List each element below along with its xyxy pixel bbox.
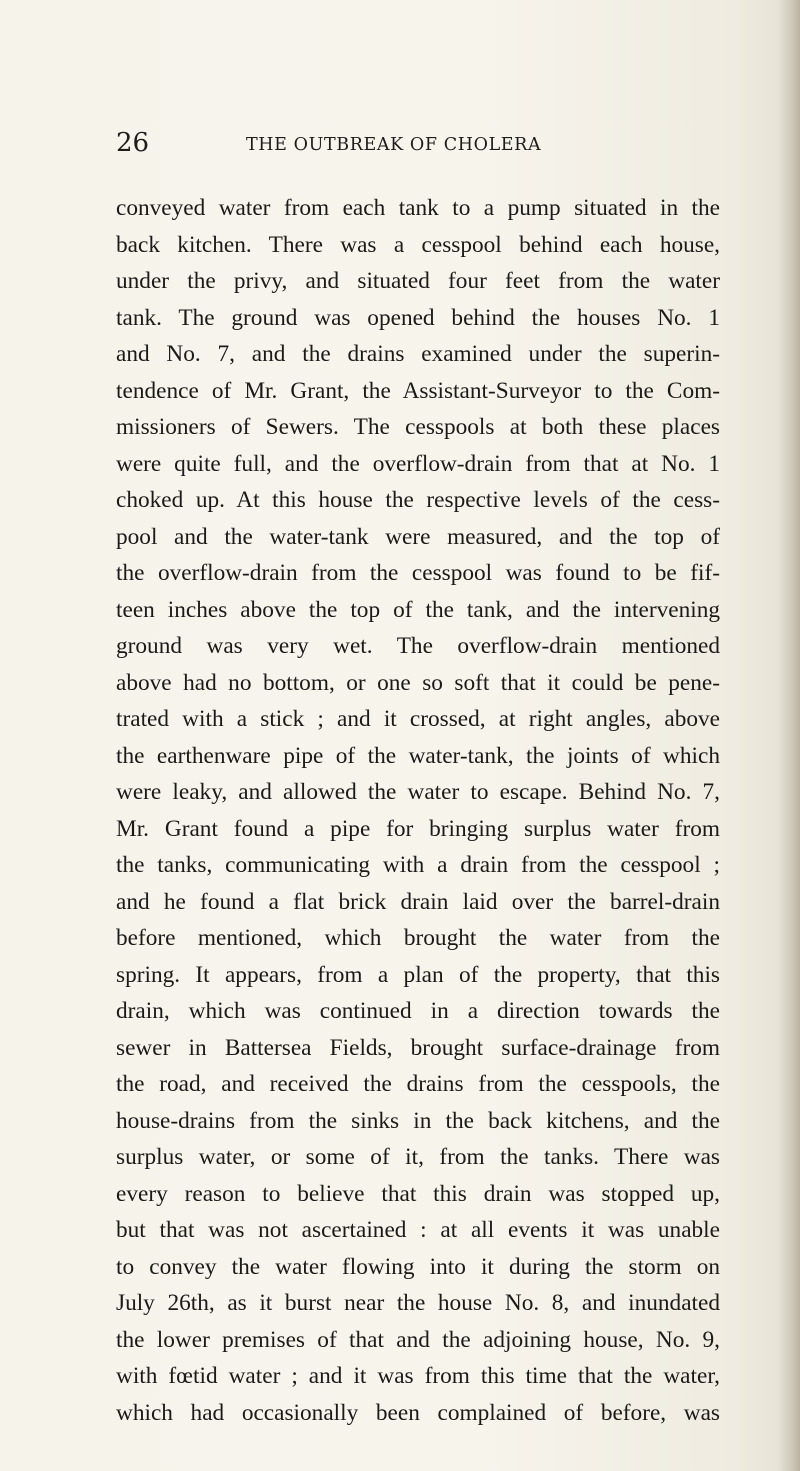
page-header — [116, 128, 720, 168]
text-line: July 26th, as it burst near the house No. 8, and inundated — [116, 1290, 720, 1316]
text-line: pool and the water-tank were measured, and the top of — [116, 523, 720, 550]
text-line: back kitchen. There was a cesspool behind each house, — [116, 231, 720, 258]
text-line: the overflow-drain from the cesspool was found to be fif- — [116, 560, 720, 586]
text-line: and he found a flat brick drain laid over the barrel-drain — [116, 888, 720, 915]
text-line: Mr. Grant found a pipe for bringing surplus water from — [116, 815, 720, 842]
running-head: THE OUTBREAK OF CHOLERA — [246, 135, 542, 155]
text-line: trated with a stick ; and it crossed, at right angles, above — [116, 706, 720, 732]
text-line: and No. 7, and the drains examined under the superin- — [116, 341, 720, 367]
text-line: conveyed water from each tank to a pump situated in the — [116, 195, 720, 221]
text-line: surplus water, or some of it, from the tanks. There was — [116, 1144, 720, 1170]
text-line: under the privy, and situated four feet from the water — [116, 268, 720, 294]
text-line: sewer in Battersea Fields, brought surface-drainage from — [116, 1034, 720, 1061]
text-line: were quite full, and the overflow-drain from that at No. 1 — [116, 450, 720, 477]
text-line: every reason to believe that this drain was stopped up, — [116, 1180, 720, 1207]
text-line: the road, and received the drains from the cesspools, the — [116, 1071, 720, 1097]
text-line: with fœtid water ; and it was from this time that the water, — [116, 1363, 720, 1389]
text-line: choked up. At this house the respective levels of the cess- — [116, 487, 720, 513]
text-line: spring. It appears, from a plan of the property, that this — [116, 961, 720, 988]
text-line: house-drains from the sinks in the back kitchens, and the — [116, 1107, 720, 1134]
body-text — [116, 190, 720, 1431]
text-line: ground was very wet. The overflow-drain mentioned — [116, 633, 720, 659]
text-line: teen inches above the top of the tank, and the intervening — [116, 596, 720, 623]
text-line: above had no bottom, or one so soft that it could be pene- — [116, 669, 720, 696]
page-edge-shadow — [778, 0, 800, 1471]
text-line: the lower premises of that and the adjoining house, No. 9, — [116, 1326, 720, 1353]
text-line: drain, which was continued in a direction towards the — [116, 998, 720, 1024]
text-line: before mentioned, which brought the water from the — [116, 925, 720, 951]
text-line: tank. The ground was opened behind the houses No. 1 — [116, 304, 720, 331]
text-line: but that was not ascertained : at all events it was unable — [116, 1217, 720, 1243]
page-number: 26 — [116, 128, 150, 158]
text-line: were leaky, and allowed the water to escape. Behind No. 7, — [116, 779, 720, 805]
text-line: missioners of Sewers. The cesspools at both these places — [116, 414, 720, 440]
text-line: the earthenware pipe of the water-tank, the joints of which — [116, 742, 720, 769]
text-line: to convey the water flowing into it during the storm on — [116, 1253, 720, 1280]
text-line: tendence of Mr. Grant, the Assistant-Surveyor to the Com- — [116, 377, 720, 404]
text-line: which had occasionally been complained of before, was — [116, 1399, 720, 1426]
text-line: the tanks, communicating with a drain from the cesspool ; — [116, 852, 720, 878]
